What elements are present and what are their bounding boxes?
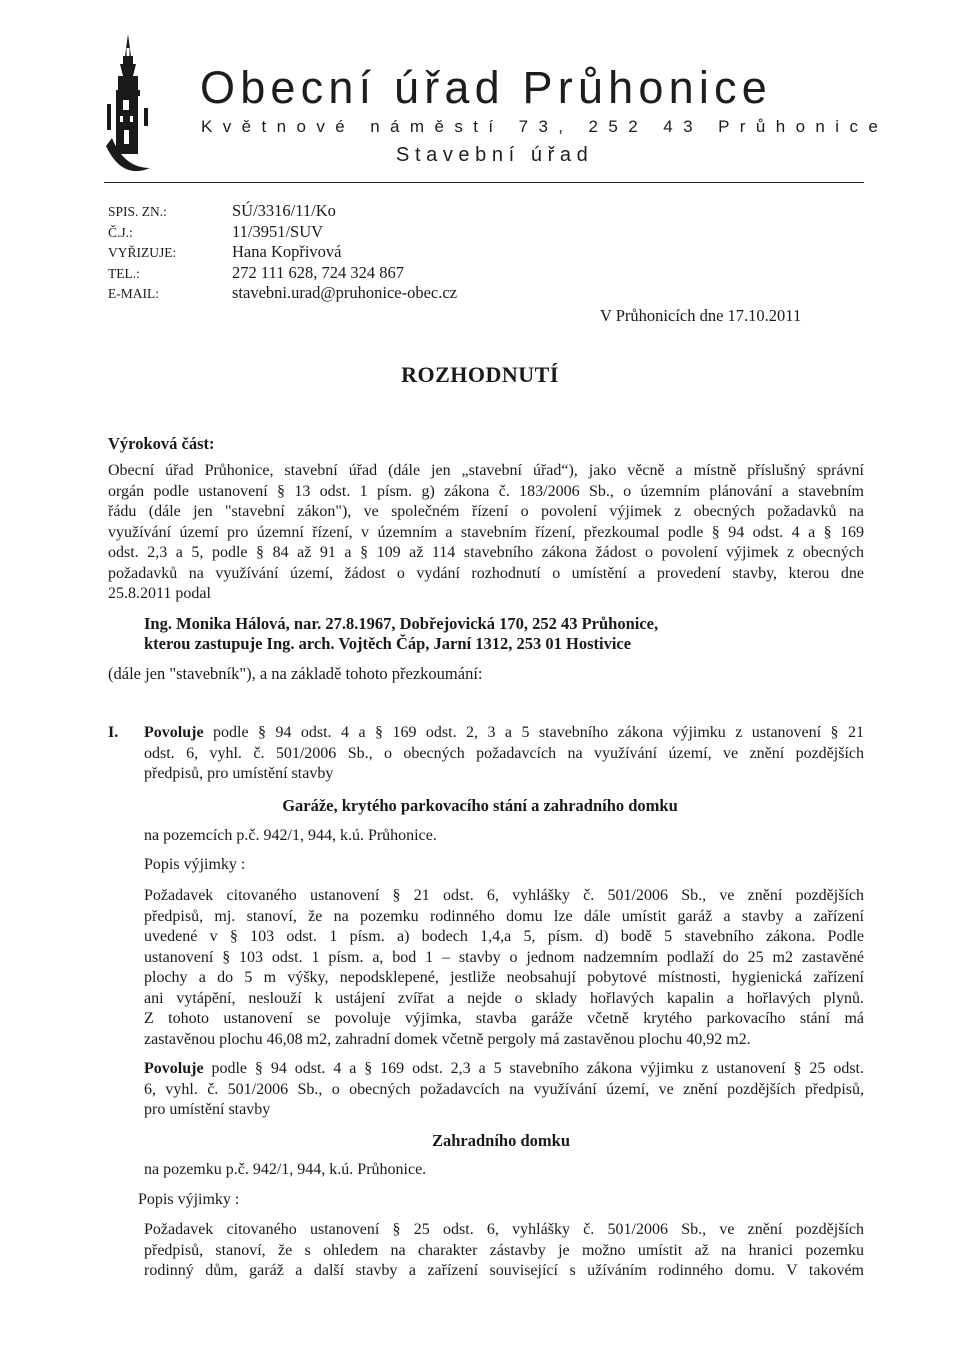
description-line: rodinný dům, garáž a další stavby a zařízení související s užíváním rodinného domu. V takovém [144,1262,864,1279]
item2-paragraph [144,1059,864,1121]
ref-value-phone: 272 111 628, 724 324 867 [232,263,405,282]
item2-building-title: Zahradního domku [431,1131,571,1150]
ref-value-email: stavebni.urad@pruhonice-obec.cz [232,283,458,302]
ref-value-number: 11/3951/SUV [232,222,324,241]
ref-label-email: E-MAIL: [108,286,159,301]
item1-keyword: Povoluje [144,724,204,741]
intro-line: 25.8.2011 podal [108,585,211,602]
item1-building-title: Garáže, krytého parkovacího stání a zahradního domku [282,796,678,815]
item2-description [144,1220,864,1282]
intro-line: Obecní úřad Průhonice, stavební úřad (dále jen „stavební úřad“), jako věcně a místně příslušný správní [108,462,864,479]
item1-first-line-text: podle § 94 odst. 4 a § 169 odst. 2, 3 a 5 stavebního zákona výjimku z ustanovení § 21 [203,724,864,741]
description-line: plochy a do 5 m výšky, nepodsklepené, jestliže neobsahují pobytové místnosti, hygienická zařízení [144,969,864,986]
ref-value-file: SÚ/3316/11/Ko [232,201,336,220]
item1-exception-label: Popis výjimky : [144,856,246,873]
item-number: I. [108,724,119,741]
intro-paragraph [108,461,864,605]
item2-parcel: na pozemku p.č. 942/1, 944, k.ú. Průhonice. [144,1161,427,1178]
ref-label-file: SPIS. ZN.: [108,204,167,219]
office-address: Květnové náměstí 73, 252 43 Průhonice [201,117,889,136]
item1-line: předpisů, pro umístění stavby [144,765,334,782]
intro-line: využívání území pro územní řízení, v územním a stavebním řízení, přezkoumal podle § 94 odst. 4 a § 169 [108,523,864,541]
ref-label-handler: VYŘIZUJE: [108,245,177,260]
section-heading: Výroková část: [108,434,215,453]
description-line: předpisů, stanoví, že s ohledem na charakter zástavby je možno umístit až na hranici pozemku [144,1241,864,1259]
description-line: ustanovení § 103 odst. 1 písm. a, bod 1 – stavby o jednom nadzemním podlaží do 25 m2 zastavěné [144,948,864,966]
description-line: předpisů, mj. stanoví, že na pozemku rodinného domu lze dále umístit garáž a stavby a zařízení [144,907,864,925]
ref-label-phone: TEL.: [108,266,140,281]
intro-line: řádu (dále jen "stavební zákon"), ve společném řízení o povolení výjimek z obecných požadavků na [108,503,864,520]
item2-line: pro umístění stavby [144,1101,271,1118]
ref-value-handler: Hana Kopřivová [232,242,342,261]
item1-first-line [144,723,864,744]
item2-keyword: Povoluje [144,1060,204,1077]
item1-description [144,886,864,1050]
ref-label-number: Č.J.: [108,225,133,240]
item2-first-line [144,1059,864,1080]
intro-line: požadavků na využívání území, žádost o vydání rozhodnutí o umístění a provedení stavby, kterou dne [108,564,864,582]
item1-paragraph [144,723,864,785]
intro-line: odst. 2,3 a 5, podle § 84 až 91 a § 109 až 114 stavebního zákona žádost o povolení výjimek z obecných [108,544,864,561]
description-line: zastavěnou plochu 46,08 m2, zahradní domek včetně pergoly má zastavěnou plochu 40,92 m2. [144,1030,751,1048]
item2-exception-label: Popis výjimky : [138,1191,240,1208]
description-line: ani vytápění, neslouží k ustájení zvířat a nejde o sklady hořlavých kapalin a hořlavých plynů. [144,989,864,1007]
municipal-logo [104,34,152,174]
description-line: Požadavek citovaného ustanovení § 21 odst. 6, vyhlášky č. 501/2006 Sb., ve znění pozdějších [144,887,864,904]
item1-parcel: na pozemcích p.č. 942/1, 944, k.ú. Průhonice. [144,827,437,844]
intro-line: orgán podle ustanovení § 13 odst. 1 písm. g) zákona č. 183/2006 Sb., o územním plánování a stavebním [108,482,864,500]
item1-line: odst. 6, vyhl. č. 501/2006 Sb., o obecných požadavcích na využívání území, ve znění pozdějších [144,744,864,762]
applicant-line: Ing. Monika Hálová, nar. 27.8.1967, Dobřejovická 170, 252 43 Průhonice, [144,614,659,633]
date-line: V Průhonicích dne 17.10.2011 [600,306,802,325]
header-divider [104,182,864,183]
description-line: Z tohoto ustanovení se povoluje výjimka, stavba garáže včetně krytého parkovacího stání má [144,1010,864,1027]
office-department: Stavební úřad [396,144,594,166]
description-line: uvedené v § 103 odst. 1 písm. a) bodech 1,4,a 5, písm. d) bodě 5 stavebního zákona. Podle [144,928,864,945]
applicant-representative: kterou zastupuje Ing. arch. Vojtěch Čáp, Jarní 1312, 253 01 Hostivice [144,634,632,653]
document-title: ROZHODNUTÍ [401,362,559,387]
office-name: Obecní úřad Průhonice [200,62,772,113]
item2-line: 6, vyhl. č. 501/2006 Sb., o obecných požadavcích na využívání území, ve znění pozdějších předpisů, [144,1080,864,1098]
description-line: Požadavek citovaného ustanovení § 25 odst. 6, vyhlášky č. 501/2006 Sb., ve znění pozdějších [144,1221,864,1238]
applicant-note: (dále jen "stavebník"), a na základě tohoto přezkoumání: [108,664,483,683]
item2-first-line-text: podle § 94 odst. 4 a § 169 odst. 2,3 a 5 stavebního zákona výjimku z ustanovení § 25 odst. [203,1060,864,1077]
